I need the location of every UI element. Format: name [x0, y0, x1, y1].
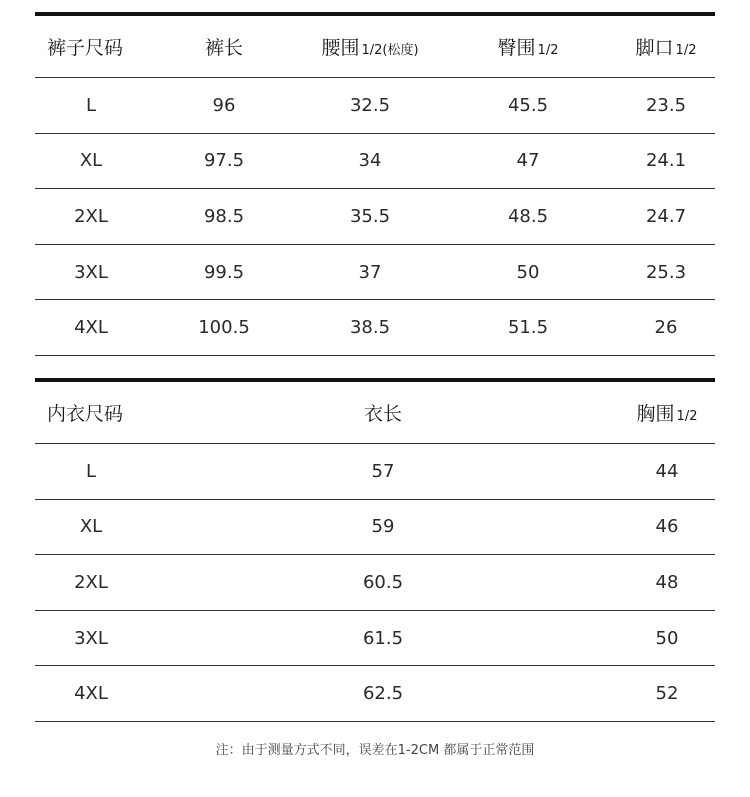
- header-top-length: [147, 399, 619, 426]
- size-cell: 3XL: [74, 627, 108, 649]
- top-header-row: [35, 382, 715, 444]
- header-label: 内衣尺码: [47, 403, 124, 425]
- table-row: [35, 500, 715, 556]
- table-row: [35, 134, 715, 190]
- waist-cell: 35.5: [349, 205, 391, 227]
- top-size-table: [35, 378, 715, 722]
- pants-header-row: [35, 16, 715, 78]
- chest-cell: 46: [655, 516, 679, 538]
- header-label: 臀围: [497, 37, 536, 59]
- length-cell: 98.5: [203, 205, 245, 227]
- header-chest: [619, 399, 715, 426]
- length-cell: 62.5: [362, 683, 404, 705]
- waist-cell: 37: [358, 261, 382, 283]
- header-hip: [439, 33, 617, 60]
- size-cell: 2XL: [74, 205, 108, 227]
- header-pants-length: [147, 33, 301, 60]
- chest-cell: 48: [655, 571, 679, 593]
- leg-opening-cell: 26: [654, 317, 678, 339]
- leg-opening-cell: 24.1: [645, 150, 687, 172]
- length-cell: 99.5: [203, 261, 245, 283]
- size-cell: XL: [79, 150, 103, 172]
- hip-cell: 47: [516, 150, 540, 172]
- table-row: [35, 611, 715, 667]
- table-row: [35, 189, 715, 245]
- length-cell: 60.5: [362, 571, 404, 593]
- header-sub: 1/2: [676, 409, 698, 424]
- header-sub: 1/2: [675, 43, 697, 58]
- size-cell: 4XL: [74, 317, 108, 339]
- size-cell: 3XL: [74, 261, 108, 283]
- waist-cell: 38.5: [349, 317, 391, 339]
- table-row: [35, 444, 715, 500]
- table-row: [35, 245, 715, 301]
- table-row: [35, 300, 715, 356]
- header-label: 裤长: [204, 37, 243, 59]
- size-cell: 2XL: [74, 571, 108, 593]
- header-label: 衣长: [363, 403, 402, 425]
- size-cell: XL: [79, 516, 103, 538]
- size-cell: 4XL: [74, 683, 108, 705]
- waist-cell: 34: [358, 150, 382, 172]
- size-cell: L: [85, 460, 97, 482]
- length-cell: 57: [371, 460, 395, 482]
- hip-cell: 50: [516, 261, 540, 283]
- header-sub: 1/2: [537, 43, 559, 58]
- length-cell: 59: [371, 516, 395, 538]
- header-leg-opening: [617, 33, 715, 60]
- hip-cell: 45.5: [507, 94, 549, 116]
- length-cell: 61.5: [362, 627, 404, 649]
- header-pants-size: [35, 33, 147, 60]
- header-label: 腰围: [321, 37, 360, 59]
- header-sub: 1/2(松度): [361, 43, 419, 58]
- hip-cell: 48.5: [507, 205, 549, 227]
- length-cell: 96: [212, 94, 236, 116]
- measurement-note: 注：由于测量方式不同，误差在1-2CM 都属于正常范围: [215, 743, 535, 758]
- chest-cell: 52: [655, 683, 679, 705]
- header-waist: [301, 33, 439, 60]
- table-row: [35, 666, 715, 722]
- header-label: 脚口: [635, 37, 674, 59]
- length-cell: 100.5: [198, 317, 250, 339]
- table-row: [35, 555, 715, 611]
- pants-size-table: [35, 12, 715, 356]
- hip-cell: 51.5: [507, 317, 549, 339]
- header-label: 胸围: [636, 403, 675, 425]
- leg-opening-cell: 24.7: [645, 205, 687, 227]
- chest-cell: 44: [655, 460, 679, 482]
- leg-opening-cell: 23.5: [645, 94, 687, 116]
- leg-opening-cell: 25.3: [645, 261, 687, 283]
- size-cell: L: [85, 94, 97, 116]
- waist-cell: 32.5: [349, 94, 391, 116]
- header-top-size: [35, 399, 147, 426]
- length-cell: 97.5: [203, 150, 245, 172]
- chest-cell: 50: [655, 627, 679, 649]
- header-label: 裤子尺码: [47, 37, 124, 59]
- table-row: [35, 78, 715, 134]
